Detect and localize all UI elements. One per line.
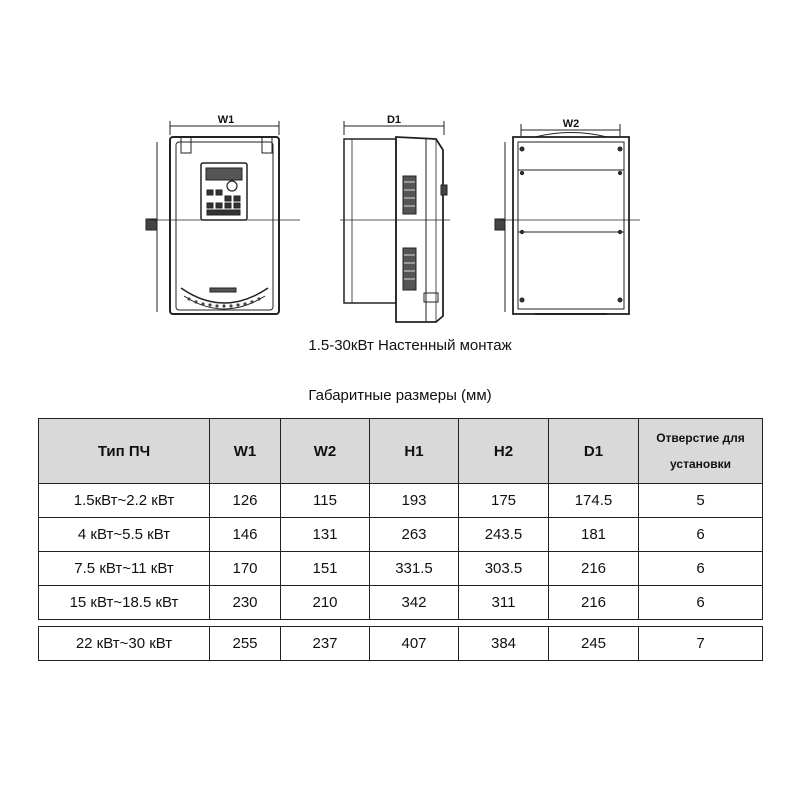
side-depth-label: D1 <box>386 114 402 126</box>
header-w2: W2 <box>281 419 370 484</box>
cell-model: 1.5кВт~2.2 кВт <box>39 484 210 518</box>
dimensions-table <box>38 418 763 620</box>
cell-h1: 193 <box>370 484 459 518</box>
header-w1: W1 <box>210 419 281 484</box>
cell-h2: 384 <box>459 627 549 661</box>
cell-w1: 170 <box>210 552 281 586</box>
cell-d1: 216 <box>549 552 639 586</box>
cell-h1: 331.5 <box>370 552 459 586</box>
cell-h1: 342 <box>370 586 459 620</box>
cell-h1: 407 <box>370 627 459 661</box>
cell-w2: 237 <box>281 627 370 661</box>
cell-hole: 6 <box>639 552 763 586</box>
cell-d1: 216 <box>549 586 639 620</box>
table-row <box>39 518 763 552</box>
cell-model: 22 кВт~30 кВт <box>39 627 210 661</box>
table-row <box>39 586 763 620</box>
cell-h2: 243.5 <box>459 518 549 552</box>
cell-hole: 5 <box>639 484 763 518</box>
header-mounting-hole <box>639 419 763 484</box>
dimensions-table-last-row <box>38 626 763 661</box>
cell-w1: 230 <box>210 586 281 620</box>
side-view-drawing <box>340 121 450 322</box>
header-h2: H2 <box>459 419 549 484</box>
cell-model: 7.5 кВт~11 кВт <box>39 552 210 586</box>
cell-w1: 146 <box>210 518 281 552</box>
cell-h2: 175 <box>459 484 549 518</box>
rear-view-drawing <box>495 124 640 314</box>
front-view-drawing <box>146 121 300 314</box>
header-h1: H1 <box>370 419 459 484</box>
table-row <box>39 552 763 586</box>
header-hole-line1: Отверстие для <box>656 431 745 445</box>
mounting-caption: 1.5-30кВт Настенный монтаж <box>308 337 512 354</box>
cell-w1: 126 <box>210 484 281 518</box>
rear-width-label: W2 <box>562 118 580 130</box>
cell-hole: 6 <box>639 518 763 552</box>
cell-d1: 174.5 <box>549 484 639 518</box>
header-hole-line2: установки <box>670 457 731 471</box>
header-d1: D1 <box>549 419 639 484</box>
cell-model: 4 кВт~5.5 кВт <box>39 518 210 552</box>
cell-d1: 181 <box>549 518 639 552</box>
table-row <box>39 484 763 518</box>
front-width-label: W1 <box>217 114 235 126</box>
cell-w2: 210 <box>281 586 370 620</box>
cell-w2: 131 <box>281 518 370 552</box>
header-model: Тип ПЧ <box>39 419 210 484</box>
cell-w2: 151 <box>281 552 370 586</box>
cell-model: 15 кВт~18.5 кВт <box>39 586 210 620</box>
cell-h1: 263 <box>370 518 459 552</box>
cell-w2: 115 <box>281 484 370 518</box>
cell-d1: 245 <box>549 627 639 661</box>
cell-h2: 303.5 <box>459 552 549 586</box>
table-header-row <box>39 419 763 484</box>
dimensions-title: Габаритные размеры (мм) <box>308 387 492 404</box>
cell-hole: 6 <box>639 586 763 620</box>
cell-h2: 311 <box>459 586 549 620</box>
dimension-drawings <box>0 0 800 330</box>
cell-hole: 7 <box>639 627 763 661</box>
cell-w1: 255 <box>210 627 281 661</box>
table-row <box>39 627 763 661</box>
